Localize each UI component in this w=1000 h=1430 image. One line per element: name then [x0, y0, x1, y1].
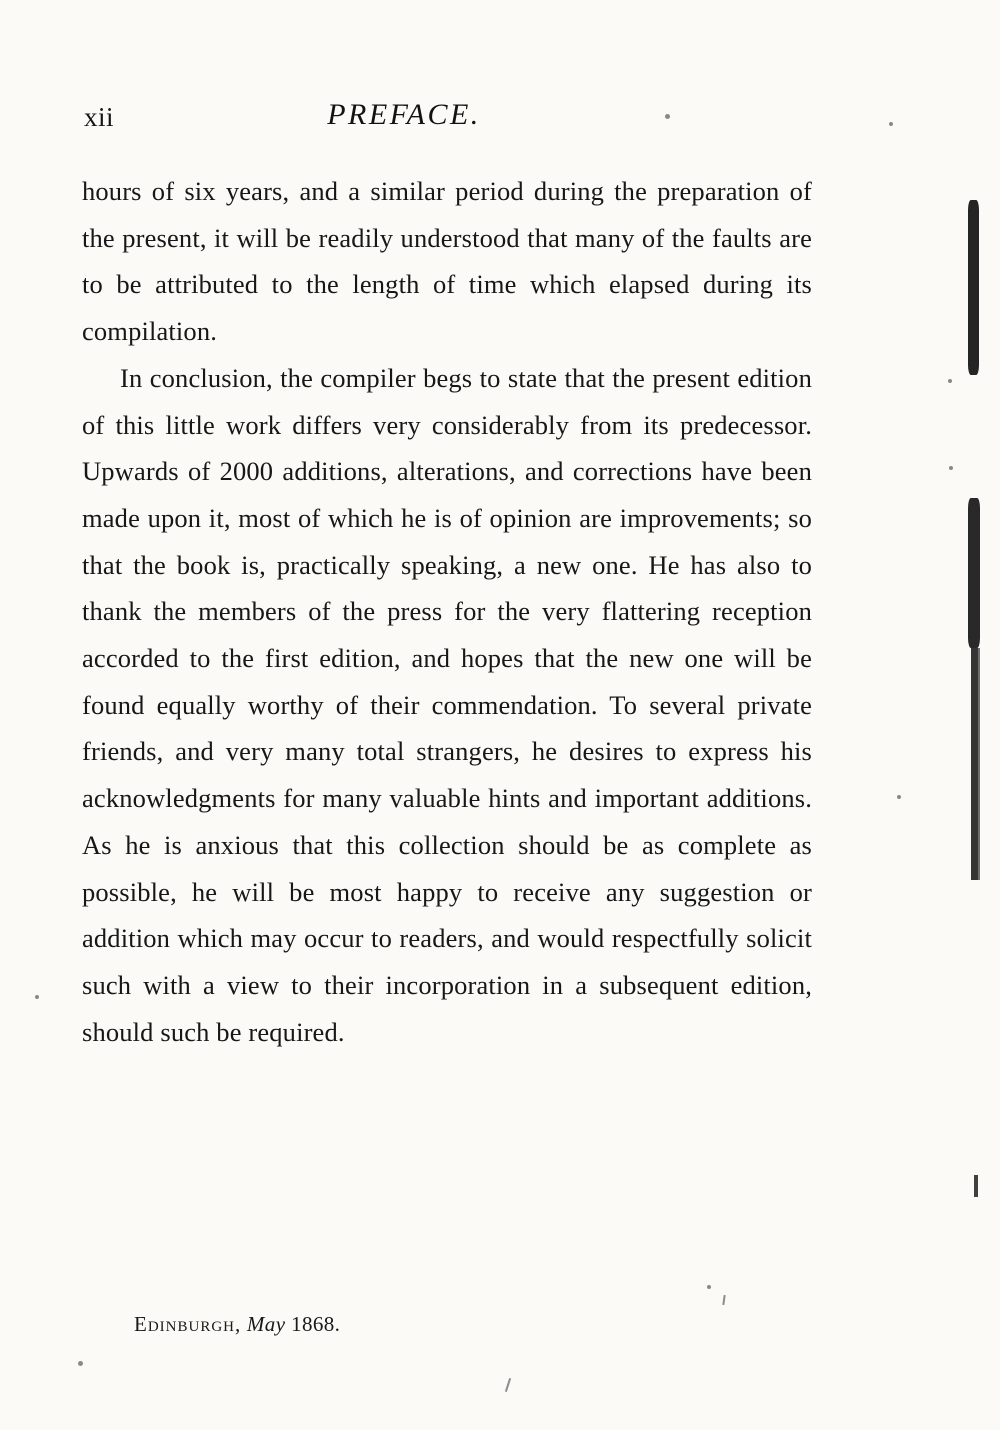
scan-artifact-bleed: [971, 648, 978, 880]
scan-artifact-bleed: [978, 648, 980, 880]
paragraph: hours of six years, and a similar period during the preparation of the present, it will be readily understood that many of the faults are to be attributed to the length of time which elapsed during its compilation.: [82, 176, 812, 347]
body-text: [82, 168, 812, 1055]
running-title: PREFACE.: [327, 98, 481, 131]
page-number: xii: [84, 102, 115, 132]
paper-speck: [78, 1361, 83, 1366]
colophon-place: Edinburgh,: [134, 1312, 242, 1336]
colophon-month: May: [246, 1312, 286, 1336]
paper-tick: [505, 1378, 511, 1392]
page-header: [84, 98, 824, 142]
paper-speck: [35, 995, 39, 999]
scan-artifact-bleed: [968, 200, 979, 375]
paper-tick: [722, 1295, 725, 1305]
scan-artifact-mark: [974, 1175, 978, 1197]
paper-speck: [665, 114, 670, 119]
scan-artifact-bleed: [968, 498, 980, 648]
colophon-year: 1868.: [291, 1312, 341, 1336]
paragraph: In conclusion, the compiler begs to state that the present edition of this little work differs very considerably from its predecessor. Upwards of 2000 additions, alterations, and corrections have been made upon it, most of which he is of opinion are improvements; so that the book is, practically speaking, a new one. He has also to thank the members of the press for the very flattering reception accorded to the first edition, and hopes that the new one will be found equally worthy of their commendation. To several private friends, and very many total strangers, he desires to express his acknowledgments for many valuable hints and important additions. As he is anxious that this collection should be as complete as possible, he will be most happy to receive any suggestion or addition which may occur to readers, and would respectfully solicit such with a view to their incorporation in a subsequent edition, should such be required.: [82, 362, 812, 1047]
colophon: [134, 1312, 340, 1337]
paper-speck: [948, 379, 952, 383]
paper-speck: [889, 122, 893, 126]
paper-speck: [949, 466, 953, 470]
paper-speck: [707, 1285, 711, 1289]
paper-speck: [897, 795, 901, 799]
